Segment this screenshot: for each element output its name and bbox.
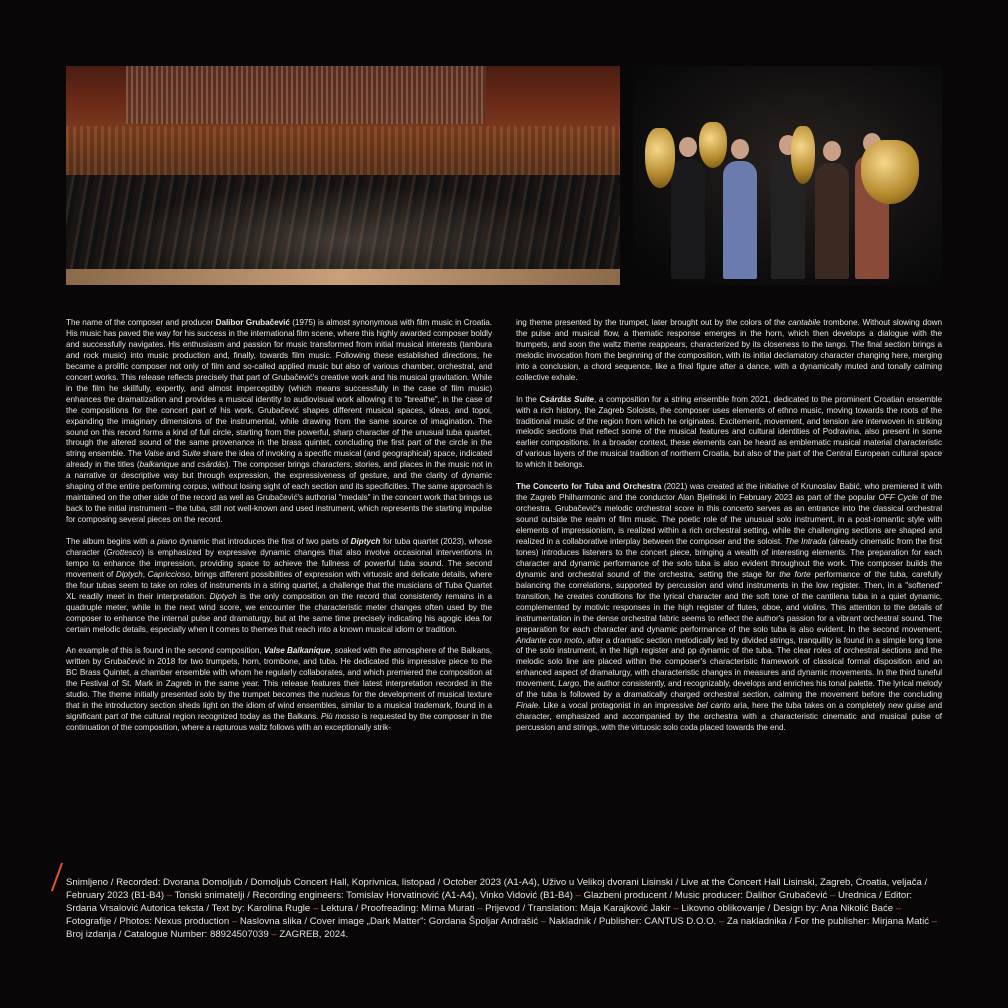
accent-slash (51, 863, 63, 892)
tuba-icon (861, 140, 919, 204)
stage-floor (66, 269, 620, 285)
paragraph: The name of the composer and producer Dalibor Grubačević (1975) is almost synonymous with film music in Croatia. His music has paved the way for his success in the international film scene, where this highly awarded composer boldly and successfully navigates. His enthusiasm and passion for music transformed from initial musical interests (tambura and rock music) into music production and, finally, towards film music. Following these established directions, he became a prolific composer not only of film and so-called applied music but also of various chamber, orchestral, and concert works. This release reflects precisely that part of Grubačević's creative work and his musical gravitation. While in the film he skillfully, expertly, and almost imperceptibly (which means successfully in the case of film music) enhances the dramatization and provides a musical identity to audiovisual work allowing it to "breathe", in the case of the compositions for the concert part of his work, Grubačević shapes different musical spaces, ideas, and topoi, expanding the imaginary dimensions of the instrumental, while drawing from the same source of imagination. The sound on this record forms a kind of full circle, starting from the powerful, sharp character of the unusual tuba quartet, through the altered sound of the same provenance in the brass quintet, concluding the first part of the circle in the string ensemble. The Valse and Suite share the idea of invoking a specific musical (and geographical) space, indicated already in the titles (balkanique and csárdás). The composer brings characters, stories, and places in the music not in a narrative or descriptive way but through expression, the expressiveness of gesture, and the clarity of dynamic shaping of the entire performing corpus, without losing sight of each section and its specificities. The same approach is maintained on the other side of the record as well as Grubačević's authorial "medals" in the concert work that brings us back to the initial instrument – the tuba, still not well-known and used instrument, which represents the starting impulse for composing several pieces on the record. (66, 318, 493, 525)
essay-right-column (516, 318, 942, 745)
orchestra-photo (66, 66, 620, 285)
paragraph: An example of this is found in the second composition, Valse Balkanique, soaked with the atmosphere of the Balkans, written by Grubačević in 2018 for two trumpets, horn, trombone, and tuba. He dedicated this impressive piece to the BC Brass Quintet, a chamber ensemble with whom he regularly collaborates, and which premiered the composition at the Festival of St. Mark in Zagreb in the same year. This release features their latest interpretation recorded in the studio. The theme initially presented solo by the trumpet becomes the nucleus for the development of musical texture that in the introductory section sheds light on the idiom of wind ensembles, similar to a musical trademark, found in a significant part of the cultural region recognized today as the Balkans. Più mosso is requested by the composer in the continuation of the composition, where a rapturous waltz follows with an exceptionally strik- (66, 646, 492, 733)
paragraph: The album begins with a piano dynamic that introduces the first of two parts of Diptych for tuba quartet (2023), whose character (Grottesco) is emphasized by expressive dynamic changes that also involve occasional interventions in tempo to enhance the impression, providing space to achieve the fullness of powerful tuba sound. The second movement of Diptych, Capriccioso, brings different possibilities of expression with virtuosic and delicate details, where the four tubas seem to take on roles of instruments in a string quartet, a challenge that the musicians of Tuba Quartet XL readily meet in their interpretation. Diptych is the only composition on the record that consistently remains in a quadruple meter, while in the next wind score, we encounter the characteristic meter changes often used by the composer to enhance the internal pulse and dramaturgy, but at the same time precisely indicating his agogic idea for certain melodic details, especially when it comes to themes that reach into a known musical idiom or tradition. (66, 537, 492, 634)
horn-icon (699, 122, 727, 168)
tuba-icon (791, 126, 815, 184)
quintet-photo (633, 66, 942, 285)
tuba-icon (645, 128, 675, 188)
credits-block: Snimljeno / Recorded: Dvorana Domoljub / Domoljub Concert Hall, Koprivnica, listopad / October 2023 (A1-A4), Uživo u Velikoj dvorani Lisinski / Live at the Concert Hall Lisinski, Zagreb, Croatia, veljača / February 2023 (B1-B4) – Tonski snimatelji / Recording engineers: Tomislav Horvatinović (A1-A4), Vinko Vidović (B1-B4) – Glazbeni producent / Music producer: Dalibor Grubačević – Urednica / Editor: Srdana Vrsalović Autorica teksta / Text by: Karolina Rugle – Lektura / Proofreading: Mirna Murati – Prijevod / Translation: Maja Karajković Jakir – Likovno oblikovanje / Design by: Ana Nikolić Baće – Fotografije / Photos: Nexus production – Naslovna slika / Cover image „Dark Matter": Gordana Špoljar Andrašić – Nakladnik / Publisher: CANTUS D.O.O. – Za nakladnika / For the publisher: Mirjana Matić – Broj izdanja / Catalogue Number: 88924507039 – ZAGREB, 2024. (66, 877, 938, 941)
organ-pipes (126, 66, 486, 124)
paragraph: In the Csárdás Suite, a composition for a string ensemble from 2021, dedicated to the prominent Croatian ensemble with a rich history, the Zagreb Soloists, the composer uses elements of ethno music, moving towards the roots of the traditional music of the region from which he originates. Excitement, movement, and tension are interwoven in striking melodic sections that reflect some of the musical features and cultural identities of Podravina, also present in some earlier compositions. In a broader context, these elements can be heard as emblematic musical material characteristic of various layers of the musical tradition of northern Croatia, but also of the part of the Central European cultural space to which it belongs. (516, 394, 942, 470)
paragraph: ing theme presented by the trumpet, later brought out by the colors of the cantabile trombone. Without slowing down the pulse and musical flow, a thematic response emerges in the horn, which then develops a dialogue with the trumpets, and soon the waltz theme reappears, characterized by its closeness to the tango. The final section brings a melodic invocation from the beginning of the composition, with its initial declamatory character changing here, merging into a conclusion, a chord sequence, like a final figure after a dance, with a dynamically muted and tonally calming collective exhale. (516, 318, 942, 382)
paragraph: The Concerto for Tuba and Orchestra (2021) was created at the initiative of Krunoslav Babić, who premiered it with the Zagreb Philharmonic and the conductor Alan Bjelinski in February 2023 as part of the popular OFF Cycle of the orchestra. Grubačević's melodic orchestral score in this concerto serves as an entrance into the classical orchestral sound outside the realm of film music. The poetic role of the unusual solo instrument, in a post-romantic style with elements of impressionism, is realized within a rich orchestral setting, while the challenging sections are shaped and realized in a collaborative interplay between the composer and the soloist. The Intrada (already cinematic from the first tones) introduces listeners to the concert piece, bringing a wealth of interesting elements. The preparation for each character and dynamic performance of the solo tuba is also evident throughout the work. The composer builds the dynamic and orchestral sound of the orchestra, setting the stage for the forte performance of the tuba, carefully balancing the correlations, supported by percussion and wind instruments in the low register. Then, in a "softened" transition, he creates conditions for the lyrical character and the soft tone of the cantilena tuba in a quiet dynamic, complemented by motivic responses in the high register of flutes, oboe, and violins. This attention to the details of instrumentation in the dense orchestral fabric seems to reflect the author's passion for a vibrant orchestral sound. The preparation for each character and dynamic performance of the solo tuba is also evident. In the second movement, Andante con moto, after a dramatic section melodically led by divided strings, tranquility is found in a simple long tone of the solo instrument, in the high register and pp dynamic of the tuba. The clear roles of orchestral sections and the melodic solo line are placed within the composer's characteristic framework of classical formal disposition and an enhanced aspect of dramaturgy, with characteristic changes in measures and dynamic movements. In the third tuneful movement, Largo, the author consistently, and recognizably, develops and enriches his tonal palette. The lyrical melody of the tuba is followed by a dramatically charged orchestral section, calming the movement before the concluding Finale. Like a vocal protagonist in an impressive bel canto aria, here the tuba takes on a completely new guise and character, emphasized and accompanied by the orchestra with a characteristic cinematic and musical pulse of percussion and strings, with the virtuosic solo coda placed towards the end. (516, 482, 943, 733)
player-4 (815, 163, 849, 279)
player-1 (671, 159, 705, 279)
essay-left-column (66, 318, 492, 745)
player-2 (723, 161, 757, 279)
